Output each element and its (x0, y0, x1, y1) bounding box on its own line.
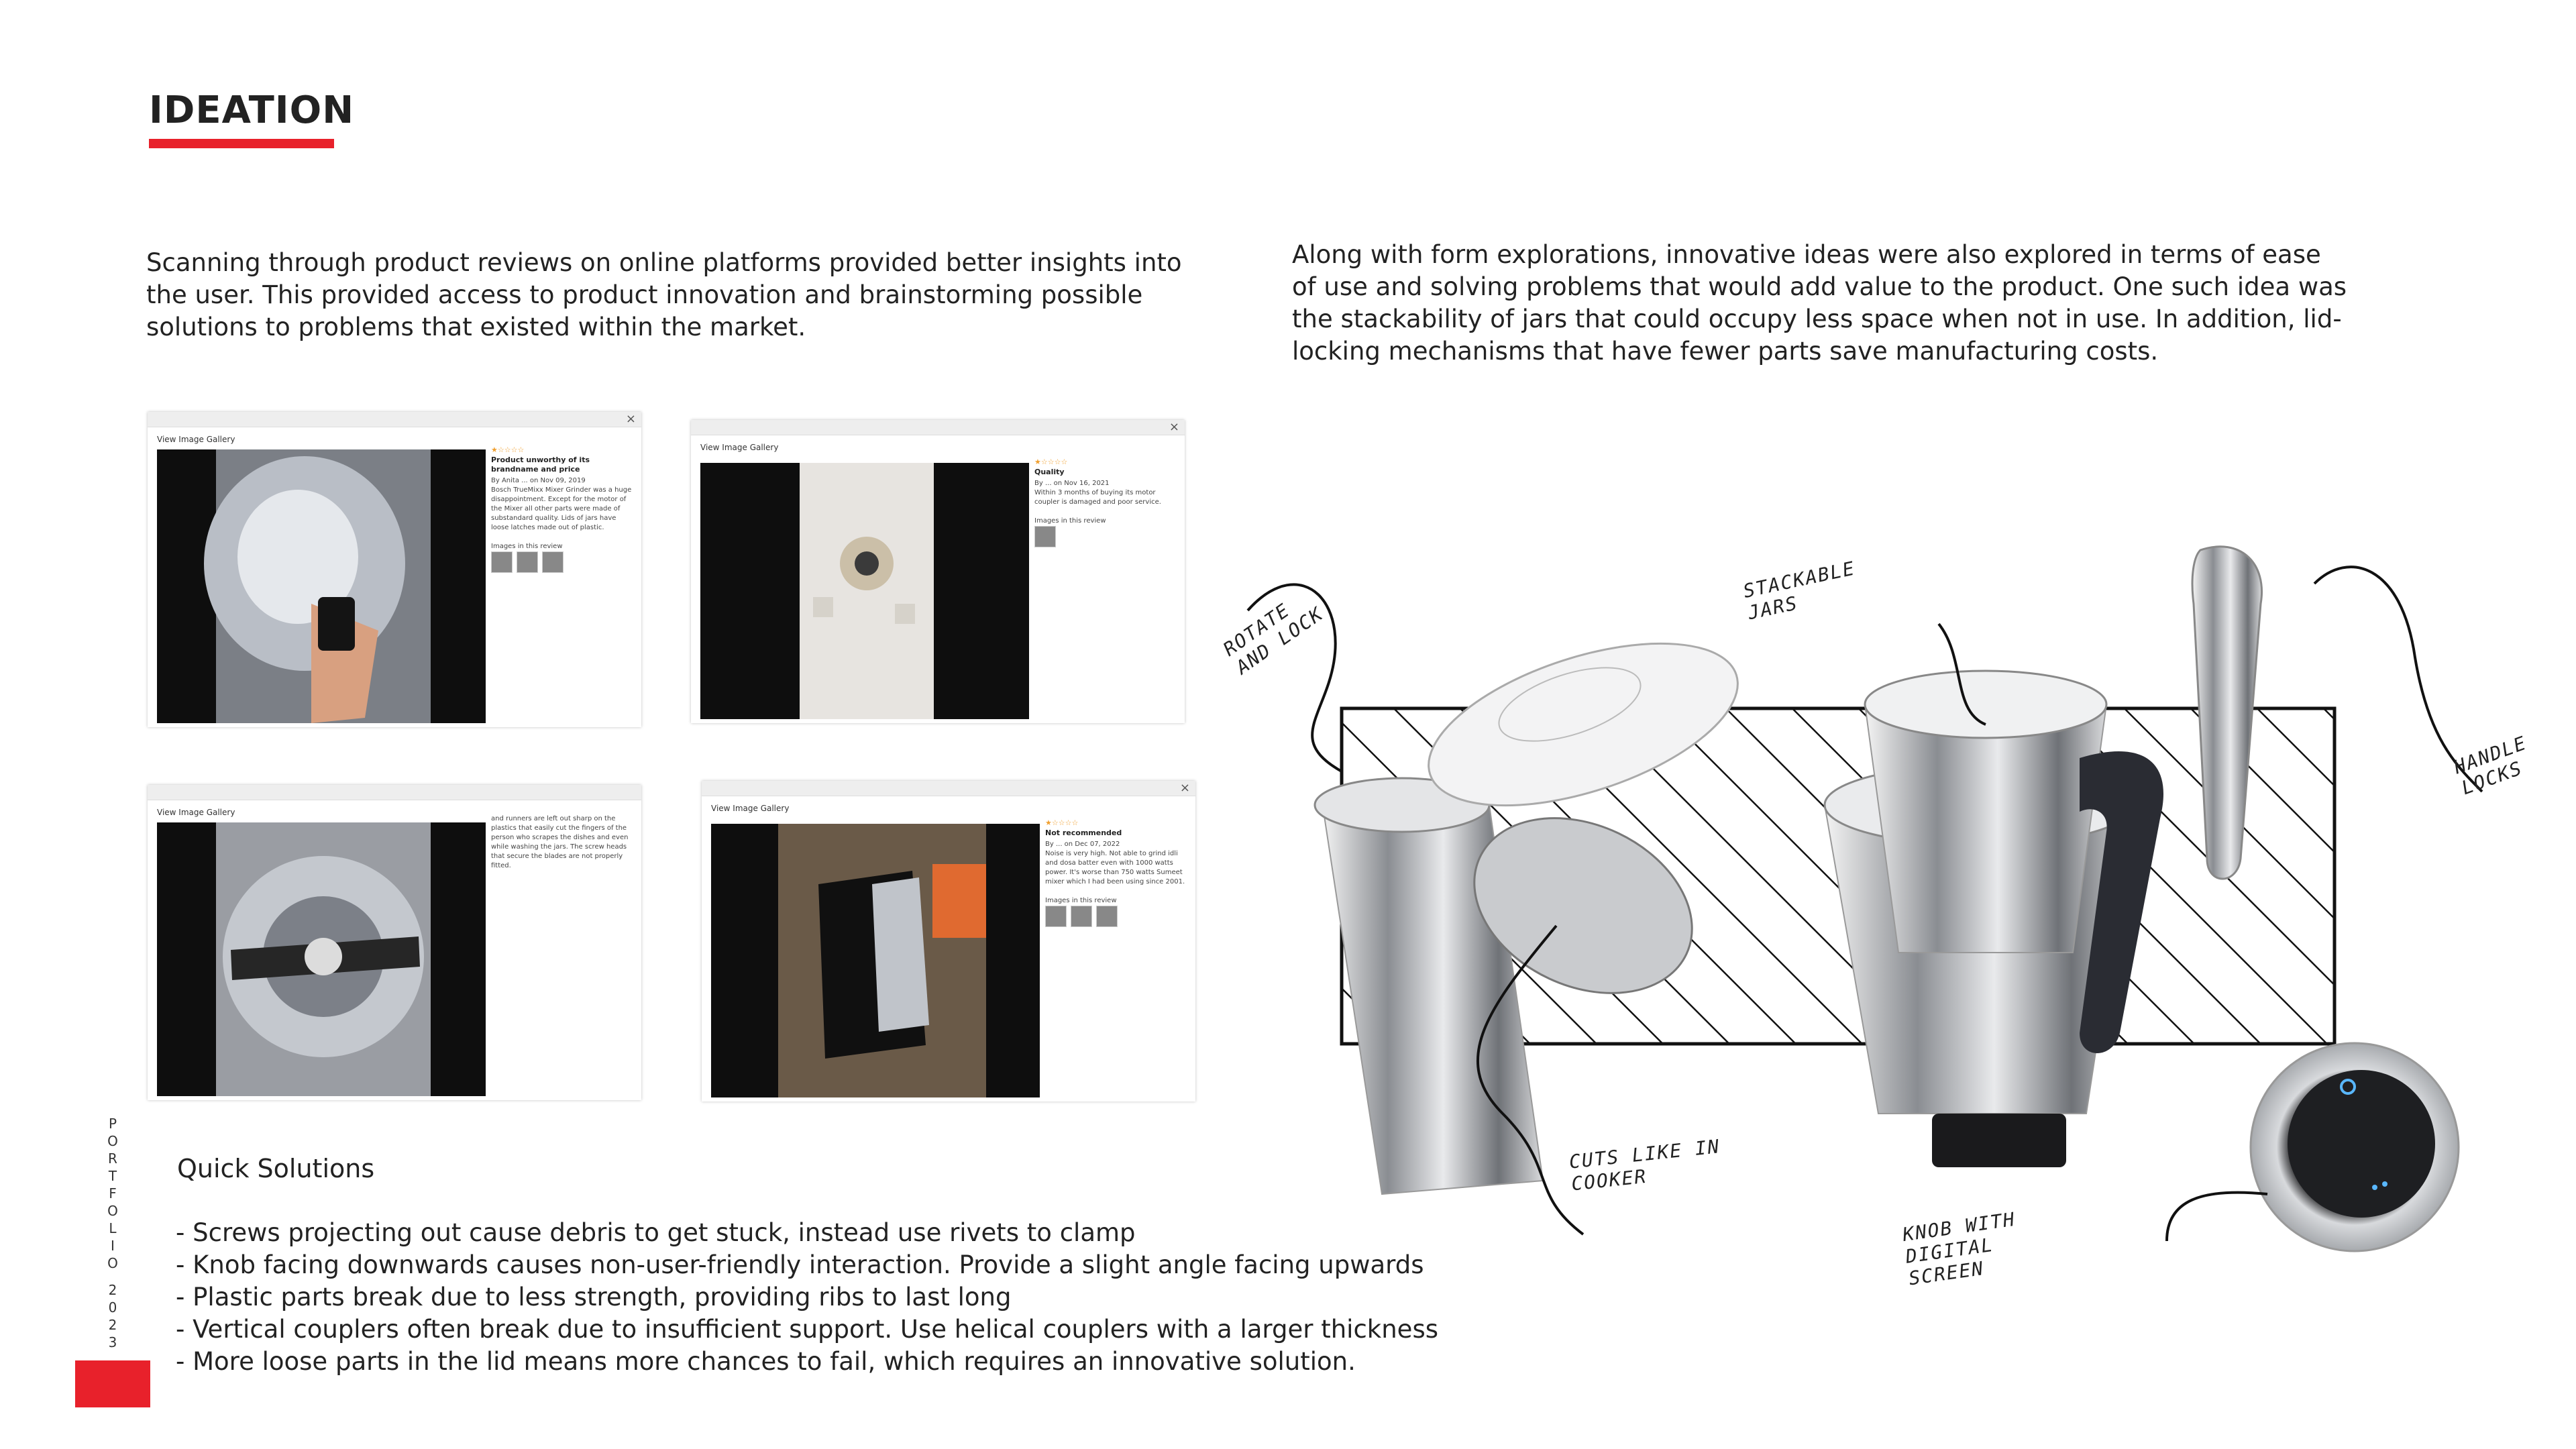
blade-photo-icon (157, 822, 486, 1096)
screenshot-topbar (148, 412, 641, 427)
gallery-header: View Image Gallery (700, 443, 779, 452)
list-item: - Knob facing downwards causes non-user-friendly interaction. Provide a slight angle facing upwards (176, 1250, 1424, 1279)
close-icon: × (1169, 420, 1179, 434)
review-photo (157, 449, 486, 723)
gallery-header: View Image Gallery (157, 435, 235, 444)
side-letter: 3 (108, 1334, 117, 1350)
side-letter: R (108, 1150, 117, 1167)
list-item: - Plastic parts break due to less strength, providing ribs to last long (176, 1283, 1012, 1311)
thumbnail[interactable] (1045, 906, 1067, 927)
screenshot-topbar (148, 785, 641, 800)
label-stackable-jars: STACKABLE JARS (1741, 557, 1858, 625)
close-icon: × (625, 412, 636, 426)
side-letter: O (107, 1255, 118, 1271)
images-label: Images in this review (491, 543, 563, 550)
mixer-photo-icon (711, 824, 1040, 1097)
thumbnail[interactable] (491, 551, 513, 573)
review-photo (711, 824, 1040, 1097)
jar-lid-photo-icon (157, 449, 486, 723)
thumbnail[interactable] (1071, 906, 1092, 927)
side-letter: P (108, 1116, 117, 1132)
intro-left-paragraph: Scanning through product reviews on online platforms provided better insights into the user. This provided access to product innovation and brainstorming possible solutions to problems that existed within the market. (146, 248, 1182, 341)
label-handle-locks: HANDLE LOCKS (2451, 731, 2530, 800)
thumbnail[interactable] (1034, 526, 1056, 547)
gallery-header: View Image Gallery (157, 808, 235, 817)
review-text (1045, 818, 1186, 930)
list-item: - More loose parts in the lid means more chances to fail, which requires an innovative solution. (176, 1347, 1356, 1376)
label-rotate-lock: ROTATE AND LOCK (1219, 598, 1328, 679)
review-title: Not recommended (1045, 828, 1122, 837)
side-letter: O (107, 1133, 118, 1149)
side-letter: 2 (108, 1282, 117, 1298)
close-icon: × (1179, 781, 1190, 795)
product-sketch (1208, 523, 2576, 1315)
screenshot-topbar (691, 420, 1185, 435)
side-letter: 0 (108, 1299, 117, 1316)
side-letter-gap (106, 1272, 119, 1281)
review-screenshot-4 (702, 781, 1195, 1102)
review-title: Quality (1034, 468, 1065, 476)
review-text (491, 814, 632, 871)
star-rating-icon: ★☆☆☆☆ (1045, 818, 1079, 827)
gallery-header: View Image Gallery (711, 804, 790, 813)
label-cuts-like: CUTS LIKE IN COOKER (1568, 1135, 1721, 1195)
review-photo (157, 822, 486, 1096)
review-text (491, 445, 632, 576)
title-underline (149, 139, 334, 148)
review-photo (700, 463, 1029, 719)
review-meta: By Anita ... on Nov 09, 2019 (491, 477, 586, 484)
review-body: and runners are left out sharp on the plastics that easily cut the fingers of the person who scrapes the dishes and even while washing the jars. The screw heads that secure the blades are not properly fitted. (491, 815, 629, 869)
review-screenshot-2 (691, 420, 1185, 723)
screenshot-topbar (702, 781, 1195, 796)
review-screenshot-1 (148, 412, 641, 727)
review-screenshot-3 (148, 785, 641, 1100)
list-item: - Vertical couplers often break due to insufficient support. Use helical couplers with a larger thickness (176, 1315, 1438, 1344)
red-accent-block (75, 1360, 150, 1407)
review-body: Within 3 months of buying its motor coupler is damaged and poor service. (1034, 489, 1161, 506)
page-title: IDEATION (149, 89, 355, 132)
side-letter: F (109, 1185, 117, 1201)
thumbnail[interactable] (1096, 906, 1118, 927)
intro-right-paragraph: Along with form explorations, innovative ideas were also explored in terms of ease of use and solving problems that would add value to the product. One such idea was the stackability of jars that could occupy less space when not in use. In addition, lid-locking mechanisms that have fewer parts save manufacturing costs. (1292, 240, 2347, 366)
review-text (1034, 458, 1175, 551)
review-meta: By ... on Nov 16, 2021 (1034, 480, 1110, 487)
quick-solutions-list (176, 1217, 1438, 1378)
side-letter: O (107, 1203, 118, 1219)
side-letter: T (108, 1168, 117, 1184)
side-letter: I (111, 1238, 115, 1254)
review-body: Bosch TrueMixx Mixer Grinder was a huge disappointment. Except for the motor of the Mixer all other parts were made of substandard quality. Lids of jars have loose latches made out of plastic. (491, 486, 632, 531)
review-title: Product unworthy of its brandname and price (491, 455, 590, 474)
review-meta: By ... on Dec 07, 2022 (1045, 841, 1120, 848)
images-label: Images in this review (1034, 517, 1106, 525)
images-label: Images in this review (1045, 897, 1117, 904)
portfolio-side-label (106, 1115, 119, 1351)
list-item: - Screws projecting out cause debris to get stuck, instead use rivets to clamp (176, 1218, 1136, 1247)
side-letter: L (109, 1220, 117, 1236)
knob-sketch (2251, 1043, 2459, 1251)
quick-solutions-title: Quick Solutions (177, 1154, 375, 1183)
star-rating-icon: ★☆☆☆☆ (1034, 458, 1068, 466)
thumbnail[interactable] (517, 551, 538, 573)
label-knob: KNOB WITH DIGITAL SCREEN (1901, 1208, 2017, 1290)
coupler-photo-icon (700, 463, 1029, 719)
side-letter: 2 (108, 1317, 117, 1333)
star-rating-icon: ★☆☆☆☆ (491, 445, 525, 454)
review-body: Noise is very high. Not able to grind idli and dosa batter even with 1000 watts power. It's worse than 750 watts Sumeet mixer which I had been using since 2001. (1045, 850, 1185, 885)
thumbnail[interactable] (542, 551, 564, 573)
